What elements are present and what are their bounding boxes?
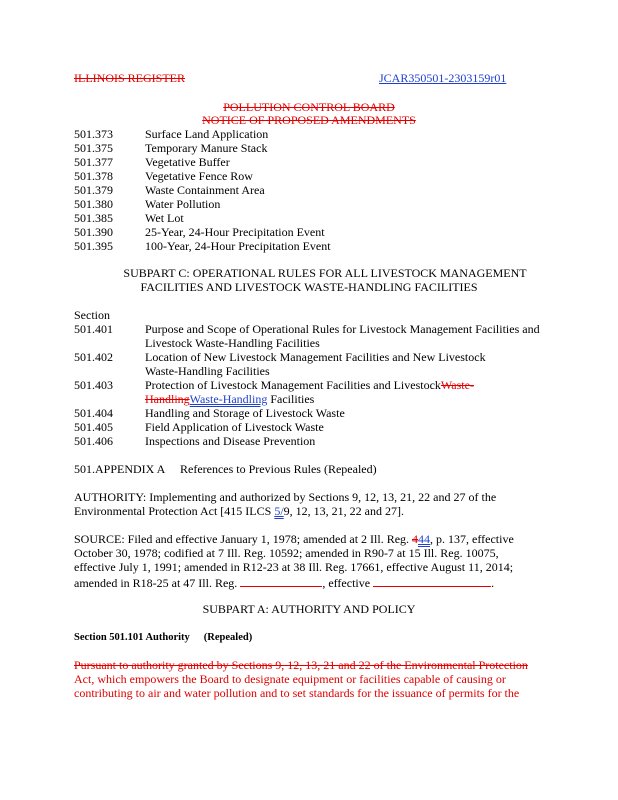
section-number: 501.405 xyxy=(74,420,113,434)
section-title: Purpose and Scope of Operational Rules for Livestock Management Facilities and xyxy=(145,322,540,336)
section-title: Livestock Waste-Handling Facilities xyxy=(145,336,320,350)
section-title: Inspections and Disease Prevention xyxy=(145,434,316,448)
section-title: Field Application of Livestock Waste xyxy=(145,420,324,434)
section-title: Location of New Livestock Management Facilities and New Livestock xyxy=(145,350,486,364)
body-line-1: Pursuant to authority granted by Sections 9, 12, 13, 21 and 22 of the Environmental Protection xyxy=(74,658,528,672)
authority-line: AUTHORITY: Implementing and authorized by Sections 9, 12, 13, 21, 22 and 27 of the xyxy=(74,490,497,504)
deleted-text: 4 xyxy=(412,532,419,546)
blank-effective-date xyxy=(373,575,491,587)
source-text: amended in R18-25 at 47 Ill. Reg. xyxy=(74,576,241,590)
inserted-text: 44 xyxy=(418,532,431,546)
source-text: . xyxy=(491,576,495,590)
toc-row xyxy=(74,156,574,170)
section-title: Vegetative Buffer xyxy=(145,155,230,169)
section-title-text: Protection of Livestock Management Facilities and Livestock xyxy=(145,378,441,392)
register-title: ILLINOIS REGISTER xyxy=(74,71,185,85)
section-column-label: Section xyxy=(74,308,110,322)
toc-row xyxy=(74,240,574,254)
section-title: Waste-Handling Facilities xyxy=(145,364,270,378)
section-status: (Repealed) xyxy=(203,632,253,643)
section-heading-text: Section 501.101 Authority xyxy=(74,632,190,643)
jcar-code: JCAR350501-2303159r01 xyxy=(379,71,507,85)
toc-row xyxy=(74,128,574,142)
appendix-title: References to Previous Rules (Repealed) xyxy=(180,462,377,476)
section-title: Waste Containment Area xyxy=(145,183,265,197)
toc-row xyxy=(74,142,574,156)
toc-row xyxy=(74,435,574,449)
source-line xyxy=(74,533,514,546)
source-text: SOURCE: Filed and effective January 1, 1978; amended at 2 Ill. Reg. xyxy=(74,532,413,546)
toc-row xyxy=(74,226,574,240)
section-number: 501.378 xyxy=(74,169,113,183)
source-text: , effective xyxy=(322,576,374,590)
section-number: 501.403 xyxy=(74,378,113,392)
toc-row xyxy=(74,184,574,198)
appendix-label: 501.APPENDIX A xyxy=(74,462,166,476)
source-line-3: effective July 1, 1991; amended in R12-23 at 38 Ill. Reg. 17661, effective August 11, 2014; xyxy=(74,560,514,574)
toc-row xyxy=(74,198,574,212)
section-number: 501.401 xyxy=(74,322,113,336)
authority-line-cont xyxy=(74,505,404,518)
inserted-text: 5/ xyxy=(274,504,284,518)
section-title: Surface Land Application xyxy=(145,127,269,141)
section-heading xyxy=(74,631,252,644)
body-line-2: Act, which empowers the Board to designate equipment or facilities capable of causing or xyxy=(74,672,506,686)
agency-name: POLLUTION CONTROL BOARD xyxy=(223,100,395,114)
blank-citation xyxy=(240,575,322,587)
section-number: 501.380 xyxy=(74,197,113,211)
source-text: , p. 137, effective xyxy=(430,532,514,546)
appendix-row xyxy=(74,463,574,477)
section-title-text: Facilities xyxy=(267,392,315,406)
inserted-text: Waste-Handling xyxy=(189,392,268,406)
toc-row xyxy=(74,379,574,393)
section-number: 501.406 xyxy=(74,434,113,448)
toc-row-cont xyxy=(74,337,574,351)
toc-row xyxy=(74,323,574,337)
section-number: 501.377 xyxy=(74,155,113,169)
section-number: 501.402 xyxy=(74,350,113,364)
body-line-3: contributing to air and water pollution and to set standards for the issuance of permits for the xyxy=(74,686,520,700)
deleted-text: Handling xyxy=(145,392,190,406)
section-number: 501.373 xyxy=(74,127,113,141)
toc-row xyxy=(74,212,574,226)
notice-title: NOTICE OF PROPOSED AMENDMENTS xyxy=(202,113,416,127)
subpart-a-heading: SUBPART A: AUTHORITY AND POLICY xyxy=(202,602,416,616)
section-number: 501.404 xyxy=(74,406,113,420)
authority-text: 9, 12, 13, 21, 22 and 27]. xyxy=(283,504,404,518)
subpart-c-heading: SUBPART C: OPERATIONAL RULES FOR ALL LIVESTOCK MANAGEMENT xyxy=(123,266,527,280)
section-title: Handling and Storage of Livestock Waste xyxy=(145,406,345,420)
section-title: Temporary Manure Stack xyxy=(145,141,268,155)
section-title xyxy=(145,393,314,406)
section-title: Water Pollution xyxy=(145,197,221,211)
section-number: 501.390 xyxy=(74,225,113,239)
toc-row xyxy=(74,351,574,365)
source-line-2: October 30, 1978; codified at 7 Ill. Reg. 10592; amended in R90-7 at 15 Ill. Reg. 10075, xyxy=(74,546,499,560)
section-title: 100-Year, 24-Hour Precipitation Event xyxy=(145,239,331,253)
source-line-4 xyxy=(74,575,494,590)
section-title: Wet Lot xyxy=(145,211,184,225)
section-title xyxy=(145,379,474,392)
section-number: 501.385 xyxy=(74,211,113,225)
toc-row xyxy=(74,170,574,184)
section-title: 25-Year, 24-Hour Precipitation Event xyxy=(145,225,325,239)
toc-row-cont xyxy=(74,365,574,379)
section-number: 501.375 xyxy=(74,141,113,155)
toc-row xyxy=(74,421,574,435)
toc-row-cont xyxy=(74,393,574,407)
section-title: Vegetative Fence Row xyxy=(145,169,253,183)
deleted-text: Waste- xyxy=(440,378,474,392)
section-number: 501.395 xyxy=(74,239,113,253)
subpart-c-heading-cont: FACILITIES AND LIVESTOCK WASTE-HANDLING FACILITIES xyxy=(140,280,478,294)
toc-row xyxy=(74,407,574,421)
section-number: 501.379 xyxy=(74,183,113,197)
authority-text: Environmental Protection Act [415 ILCS xyxy=(74,504,275,518)
